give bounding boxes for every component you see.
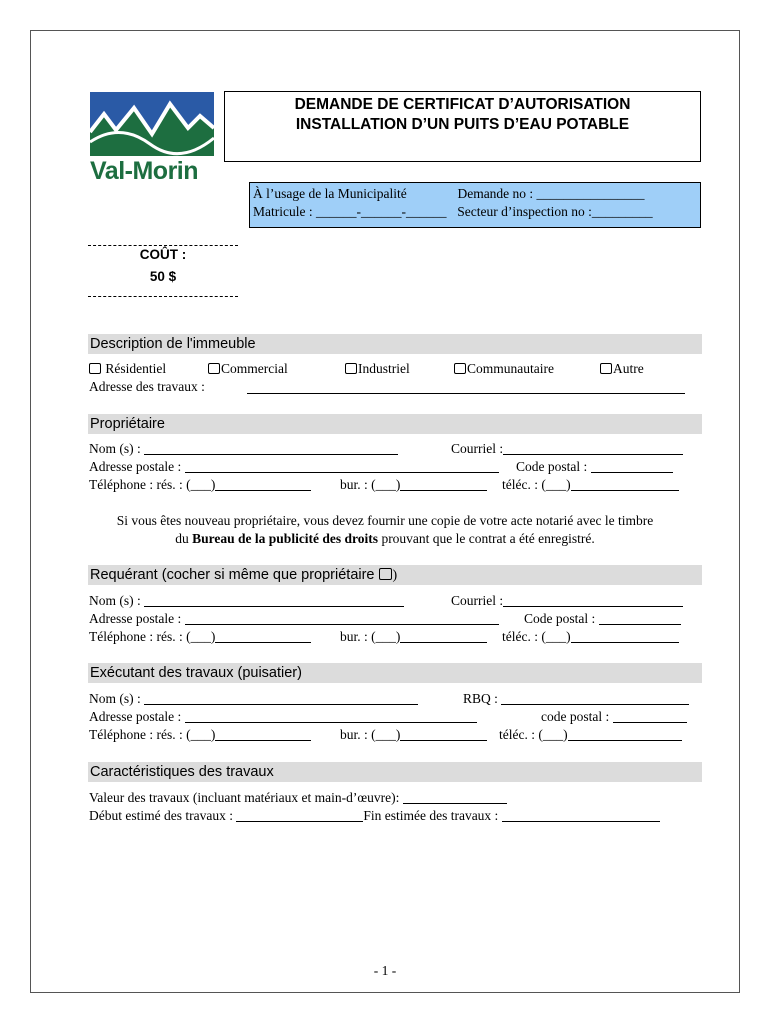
executant-nom-row: Nom (s) : [89, 690, 418, 708]
valeur-travaux-field[interactable] [403, 790, 507, 804]
adresse-travaux-label: Adresse des travaux : [89, 379, 205, 394]
requerant-courriel-row: Courriel : [451, 592, 683, 610]
demande-no-field[interactable]: Demande no : ________________ [457, 186, 645, 201]
executant-codepostal-row: code postal : [541, 708, 687, 726]
adresse-travaux-field[interactable] [247, 393, 685, 394]
same-as-owner-checkbox-icon[interactable] [379, 568, 392, 580]
cost-label: COÛT : [139, 247, 187, 262]
proprietaire-nom-row: Nom (s) : [89, 440, 398, 458]
proprietaire-bur-field[interactable] [400, 477, 487, 491]
page-number: - 1 - [373, 963, 397, 978]
notice-line-2: du Bureau de la publicité des droits prouvant que le contrat a été enregistré. [175, 531, 595, 546]
cost-value: 50 $ [149, 269, 177, 284]
proprietaire-courriel-field[interactable] [503, 441, 683, 455]
requerant-codepostal-row: Code postal : [524, 610, 681, 628]
municipal-usage-label: À l’usage de la Municipalité [253, 186, 407, 201]
checkbox-icon[interactable] [600, 363, 612, 374]
requerant-adresse-row: Adresse postale : [89, 610, 499, 628]
section-executant-header: Exécutant des travaux (puisatier) [88, 663, 702, 683]
executant-tel-res-field[interactable] [215, 727, 311, 741]
checkbox-icon[interactable] [345, 363, 357, 374]
option-residentiel[interactable]: Résidentiel [89, 360, 166, 378]
requerant-adresse-field[interactable] [185, 611, 499, 625]
fin-travaux-field[interactable] [502, 808, 660, 822]
option-commercial[interactable]: Commercial [208, 360, 288, 378]
proprietaire-tel-res-field[interactable] [215, 477, 311, 491]
option-communautaire[interactable]: Communautaire [454, 360, 554, 378]
executant-rbq-row: RBQ : [463, 690, 689, 708]
option-industriel[interactable]: Industriel [345, 360, 410, 378]
section-description-header: Description de l'immeuble [88, 334, 702, 354]
requerant-tel-res-field[interactable] [215, 629, 311, 643]
document-title [224, 91, 701, 162]
executant-telephone-row: Téléphone : rés. : (___) [89, 726, 311, 744]
debut-travaux-field[interactable] [236, 808, 363, 822]
proprietaire-bur-row: bur. : (___) [340, 476, 487, 494]
option-autre[interactable]: Autre [600, 360, 644, 378]
requerant-bur-row: bur. : (___) [340, 628, 487, 646]
section-caracteristiques-header: Caractéristiques des travaux [88, 762, 702, 782]
executant-adresse-row: Adresse postale : [89, 708, 477, 726]
title-line-2: INSTALLATION D’UN PUITS D’EAU POTABLE [295, 116, 630, 133]
executant-telec-row: téléc. : (___) [499, 726, 682, 744]
executant-bur-row: bur. : (___) [340, 726, 487, 744]
mountain-logo-icon [90, 92, 214, 156]
matricule-field[interactable]: Matricule : ______-______-______ [253, 204, 447, 219]
proprietaire-telec-field[interactable] [571, 477, 679, 491]
proprietaire-adresse-field[interactable] [185, 459, 499, 473]
requerant-courriel-field[interactable] [503, 593, 683, 607]
municipal-use-box [249, 182, 701, 228]
logo-text: Val-Morin [90, 157, 199, 185]
requerant-codepostal-field[interactable] [599, 611, 681, 625]
checkbox-icon[interactable] [454, 363, 466, 374]
notice-line-1: Si vous êtes nouveau propriétaire, vous devez fournir une copie de votre acte notarié avec le timbre [116, 513, 654, 528]
proprietaire-telec-row: téléc. : (___) [502, 476, 679, 494]
executant-bur-field[interactable] [400, 727, 487, 741]
requerant-telephone-row: Téléphone : rés. : (___) [89, 628, 311, 646]
requerant-nom-row: Nom (s) : [89, 592, 404, 610]
secteur-inspection-field[interactable]: Secteur d’inspection no :_________ [457, 204, 653, 219]
val-morin-logo [90, 92, 214, 156]
requerant-telec-field[interactable] [571, 629, 679, 643]
proprietaire-nom-field[interactable] [144, 441, 398, 455]
requerant-bur-field[interactable] [400, 629, 487, 643]
executant-telec-field[interactable] [568, 727, 682, 741]
executant-adresse-field[interactable] [185, 709, 477, 723]
proprietaire-courriel-row: Courriel : [451, 440, 683, 458]
checkbox-icon[interactable] [208, 363, 220, 374]
title-line-1: DEMANDE DE CERTIFICAT D’AUTORISATION [294, 96, 631, 113]
section-requerant-header: Requérant (cocher si même que propriétaire ) [88, 565, 702, 585]
proprietaire-telephone-row: Téléphone : rés. : (___) [89, 476, 311, 494]
cost-divider-bottom [88, 296, 238, 297]
section-proprietaire-header: Propriétaire [88, 414, 702, 434]
proprietaire-adresse-row: Adresse postale : [89, 458, 499, 476]
executant-codepostal-field[interactable] [613, 709, 687, 723]
cost-block [88, 244, 238, 288]
bureau-publicite-droits: Bureau de la publicité des droits [192, 531, 379, 546]
valeur-travaux-row: Valeur des travaux (incluant matériaux et main-d’œuvre): [89, 789, 507, 807]
fin-travaux-label: Fin estimée des travaux : [363, 808, 502, 823]
checkbox-icon[interactable] [89, 363, 101, 374]
requerant-telec-row: téléc. : (___) [502, 628, 679, 646]
executant-nom-field[interactable] [144, 691, 418, 705]
proprietaire-codepostal-field[interactable] [591, 459, 673, 473]
debut-travaux-row: Début estimé des travaux : Fin estimée des travaux : [89, 807, 660, 825]
proprietaire-codepostal-row: Code postal : [516, 458, 673, 476]
requerant-nom-field[interactable] [144, 593, 404, 607]
executant-rbq-field[interactable] [501, 691, 689, 705]
